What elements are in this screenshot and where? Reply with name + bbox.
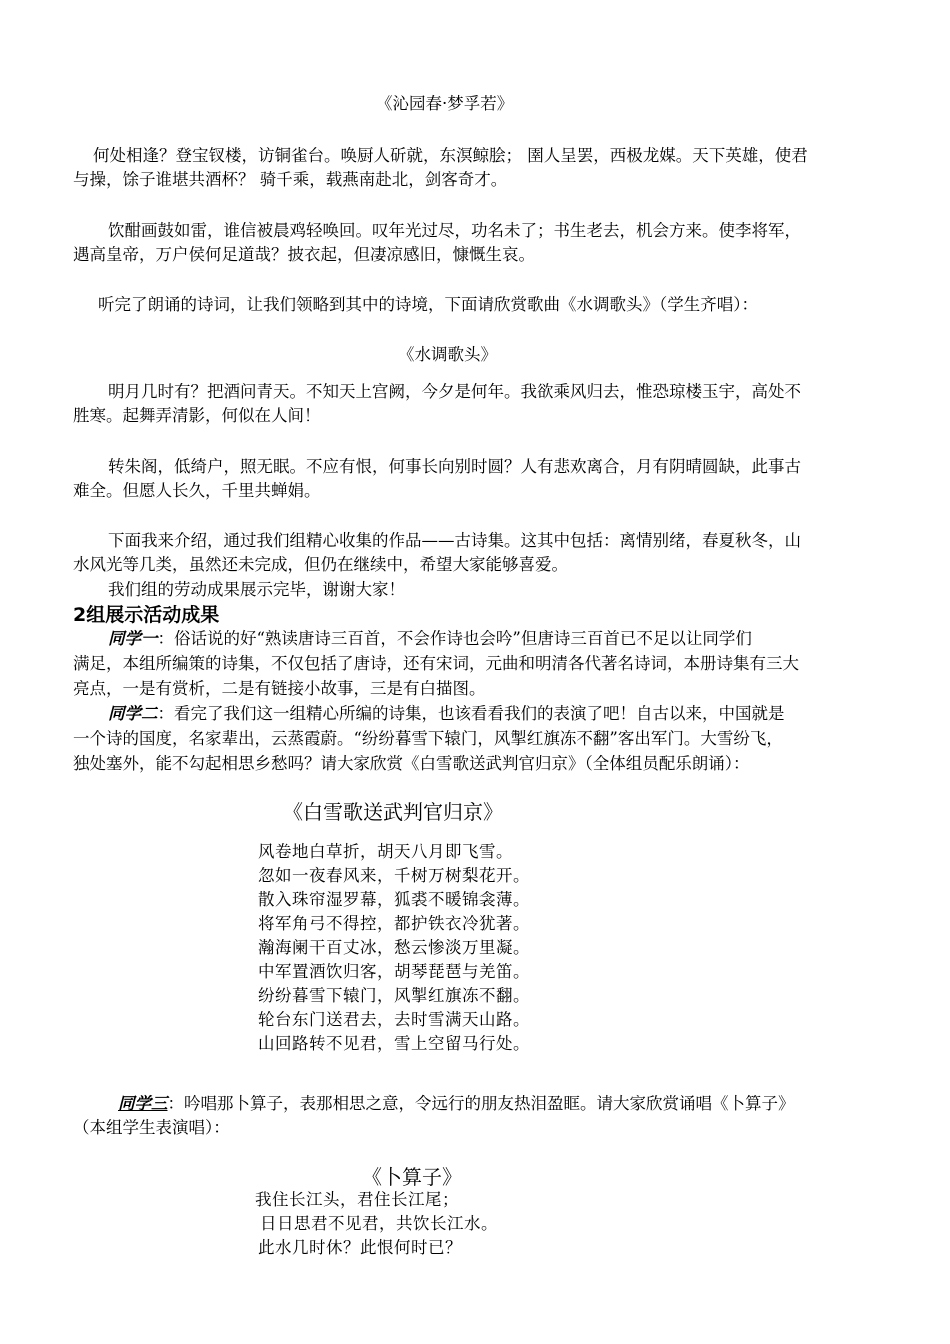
poem3-line: 将军角弓不得控，都护铁衣冷犹著。 [258, 914, 530, 933]
poem4-line: 此水几时休？此恨何时已？ [258, 1238, 462, 1257]
student3-line2: （本组学生表演唱）： [73, 1118, 230, 1137]
student2-text: ：看完了我们这一组精心所编的诗集，也该看看我们的表演了吧！自古以来，中国就是 [157, 704, 785, 723]
student3-line1 [118, 1093, 795, 1115]
poem1-para2-line1: 饮酣画鼓如雷，谁信被晨鸡轻唤回。叹年光过尽，功名未了；书生老去，机会方来。使李将军， [108, 221, 801, 240]
poem4-line: 日日思君不见君，共饮长江水。 [260, 1214, 498, 1233]
poem3-line: 瀚海阑干百丈冰，愁云惨淡万里凝。 [258, 938, 530, 957]
student2-line2: 一个诗的国度，名家辈出，云蒸霞蔚。“纷纷暮雪下辕门，风掣红旗冻不翻”客出军门。大雪纷飞， [73, 729, 783, 748]
poem3-body [258, 840, 530, 1056]
poem3-title: 《白雪歌送武判官归京》 [283, 800, 503, 824]
transition-text: 听完了朗诵的诗词，让我们领略到其中的诗境，下面请欣赏歌曲《水调歌头》（学生齐唱）： [98, 295, 758, 314]
poem3-line: 中军置酒饮归客，胡琴琵琶与羌笛。 [258, 962, 530, 981]
poem1-para2-line2: 遇高皇帝，万户侯何足道哉？披衣起，但凄凉感旧，慷慨生哀。 [73, 245, 535, 264]
poem2-para2-line1: 转朱阁，低绮户，照无眠。不应有恨，何事长向别时圆？人有悲欢离合，月有阴晴圆缺，此事古 [108, 457, 801, 476]
student2-line1 [108, 703, 785, 725]
poem4-line: 我住长江头，君住长江尾； [255, 1190, 459, 1209]
student2-line3: 独处塞外，能不勾起相思乡愁吗？请大家欣赏《白雪歌送武判官归京》（全体组员配乐朗诵）： [73, 754, 750, 773]
student1-text: ：俗话说的好“熟读唐诗三百首，不会作诗也会吟”但唐诗三百首已不足以让同学们 [157, 629, 752, 648]
poem1-title: 《沁园春·梦孚若》 [376, 94, 514, 113]
poem3-line: 忽如一夜春风来，千树万树梨花开。 [258, 866, 530, 885]
poem3-line: 散入珠帘湿罗幕，狐裘不暖锦衾薄。 [258, 890, 530, 909]
poem2-title: 《水调歌头》 [398, 345, 497, 364]
poem3-line: 纷纷暮雪下辕门，风掣红旗冻不翻。 [258, 986, 530, 1005]
student2-label: 同学二 [108, 704, 158, 723]
poem3-line: 轮台东门送君去，去时雪满天山路。 [258, 1010, 530, 1029]
poem3-line: 山回路转不见君，雪上空留马行处。 [258, 1034, 530, 1053]
poem1-para1-line1: 何处相逢？登宝钗楼，访铜雀台。唤厨人斫就，东溟鲸脍； 圉人呈罢，西极龙媒。天下英雄，使君 [93, 146, 808, 165]
poem2-para2-line2: 难全。但愿人长久，千里共蝉娟。 [73, 481, 321, 500]
poem2-para1-line2: 胜寒。起舞弄清影，何似在人间！ [73, 406, 321, 425]
poem4-title: 《卜算子》 [362, 1165, 462, 1189]
poem2-para1-line1: 明月几时有？把酒问青天。不知天上宫阙，今夕是何年。我欲乘风归去，惟恐琼楼玉宇，高处不 [108, 382, 801, 401]
intro-line1: 下面我来介绍，通过我们组精心收集的作品——古诗集。这其中包括：离情别绪，春夏秋冬，山 [108, 531, 801, 550]
poem3-line: 风卷地白草折，胡天八月即飞雪。 [258, 842, 513, 861]
poem4-body [255, 1188, 498, 1260]
intro-line2: 水风光等几类，虽然还未完成，但仍在继续中，希望大家能够喜爱。 [73, 555, 568, 574]
student1-line3: 亮点，一是有赏析，二是有链接小故事，三是有白描图。 [73, 679, 486, 698]
student3-text: ：吟唱那卜算子，表那相思之意，令远行的朋友热泪盈眶。请大家欣赏诵唱《卜算子》 [167, 1094, 795, 1113]
poem1-para1-line2: 与操，馀子谁堪共酒杯？ 骑千乘，载燕南赴北，剑客奇才。 [73, 170, 508, 189]
student3-label: 同学三 [118, 1094, 168, 1113]
student1-label: 同学一 [108, 629, 158, 648]
intro-line3: 我们组的劳动成果展示完毕，谢谢大家！ [108, 580, 405, 599]
student1-line1 [108, 628, 752, 650]
student1-line2: 满足，本组所编策的诗集，不仅包括了唐诗，还有宋词，元曲和明清各代著名诗词，本册诗集有三大 [73, 654, 799, 673]
section-heading: 2组展示活动成果 [73, 604, 220, 626]
